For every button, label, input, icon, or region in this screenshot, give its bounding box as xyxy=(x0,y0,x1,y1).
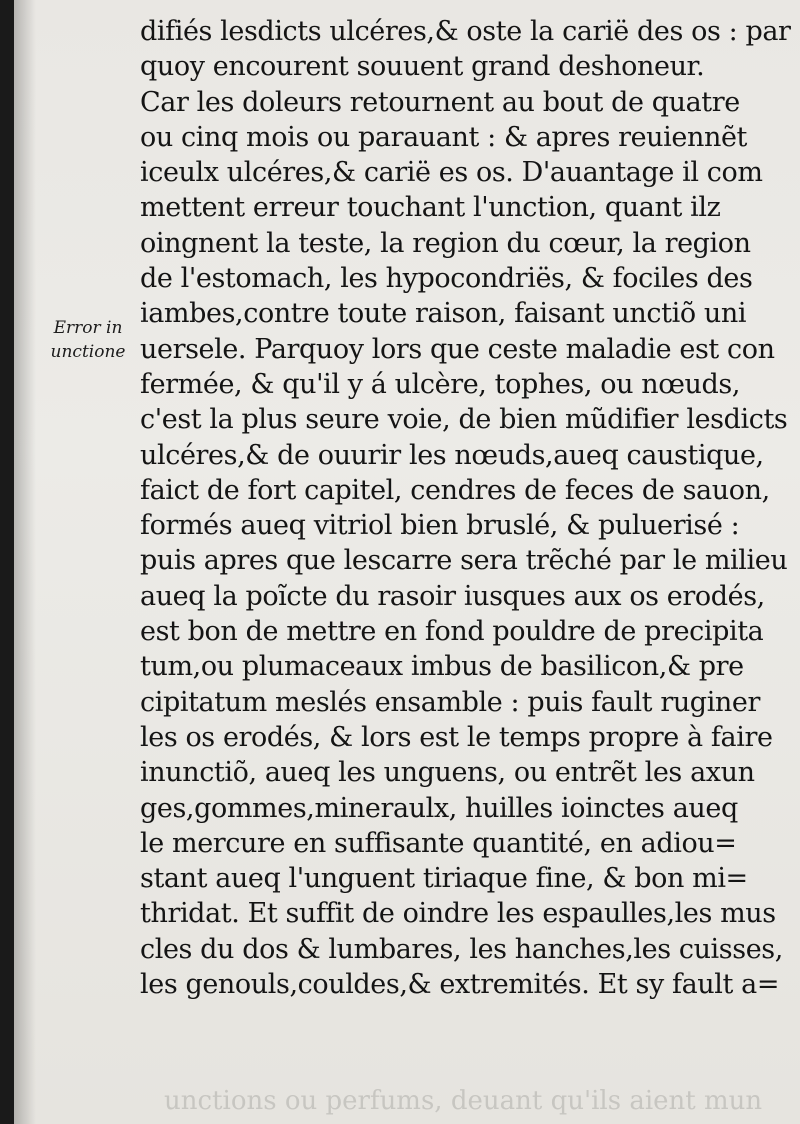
text-line: tum,ou plumaceaux imbus de basilicon,& pre xyxy=(140,651,744,683)
text-line: fermée, & qu'il y á ulcère, tophes, ou nœuds, xyxy=(140,368,741,400)
text-line: le mercure en suffisante quantité, en adiou= xyxy=(140,827,737,859)
spine-shadow xyxy=(14,0,36,1124)
text-line: inunctiõ, aueq les unguens, ou entrẽt les axun xyxy=(140,757,755,789)
text-line: les genouls,couldes,& extremités. Et sy fault a= xyxy=(140,969,780,1001)
text-line: de l'estomach, les hypocondriës, & fociles des xyxy=(140,263,753,295)
bleed-through-text: unctions ou perfums, deuant qu'ils aient mun xyxy=(164,1086,763,1116)
text-line: cipitatum meslés ensamble : puis fault ruginer xyxy=(140,686,761,718)
text-line: thridat. Et suffit de oindre les espaulles,les mus xyxy=(140,898,776,930)
text-line: cles du dos & lumbares, les hanches,les cuisses, xyxy=(140,933,783,965)
book-page xyxy=(14,0,800,1124)
text-line: ulcéres,& de ouurir les nœuds,aueq caustique, xyxy=(140,439,764,471)
marginal-note-line-1: Error in xyxy=(53,318,123,338)
text-line: aueq la poĩcte du rasoir iusques aux os erodés, xyxy=(140,580,765,612)
text-line: Car les doleurs retournent au bout de quatre xyxy=(140,86,740,118)
text-line: difiés lesdicts ulcéres,& oste la carië des os : par xyxy=(140,16,791,47)
text-line: les os erodés, & lors est le temps propre à faire xyxy=(140,721,773,753)
text-line: quoy encourent souuent grand deshoneur. xyxy=(140,51,705,83)
text-line: puis apres que lescarre sera trẽché par le milieu xyxy=(140,545,788,577)
text-line: faict de fort capitel, cendres de feces de sauon, xyxy=(140,474,770,506)
text-line: est bon de mettre en fond pouldre de precipita xyxy=(140,616,764,648)
text-line: ou cinq mois ou parauant : & apres reuiennẽt xyxy=(140,121,747,153)
body-text xyxy=(140,14,792,1002)
text-line: c'est la plus seure voie, de bien mũdifier lesdicts xyxy=(140,404,788,436)
text-line: uersele. Parquoy lors que ceste maladie est con xyxy=(140,333,775,365)
text-line: oingnent la teste, la region du cœur, la region xyxy=(140,227,751,259)
text-line: mettent erreur touchant l'unction, quant ilz xyxy=(140,192,721,224)
text-line: iceulx ulcéres,& carië es os. D'auantage il com xyxy=(140,157,763,189)
text-line: iambes,contre toute raison, faisant unctiõ uni xyxy=(140,298,747,330)
marginal-note-line-2: unctione xyxy=(50,342,126,362)
text-line: stant aueq l'unguent tiriaque fine, & bon mi= xyxy=(140,863,748,895)
text-line: formés aueq vitriol bien bruslé, & puluerisé : xyxy=(140,510,740,542)
text-line: ges,gommes,mineraulx, huilles ioinctes aueq xyxy=(140,792,738,824)
marginal-note xyxy=(38,316,138,364)
